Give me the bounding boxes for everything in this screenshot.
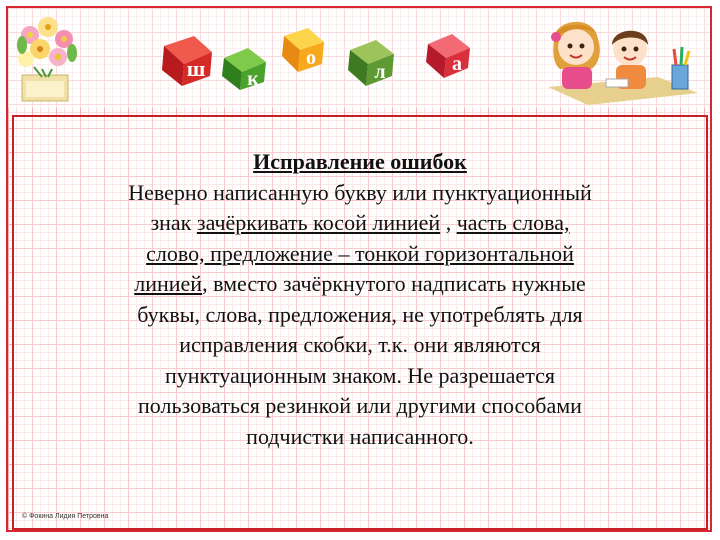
- cube-letter: а: [452, 53, 462, 75]
- text-line: [48, 391, 672, 422]
- text-line: [48, 422, 672, 453]
- slide-title: Исправление ошибок: [253, 149, 467, 174]
- letter-cube-4: [346, 38, 398, 88]
- underlined-phrase: линией: [134, 271, 203, 296]
- cube-letter: о: [306, 47, 316, 69]
- text-segment: знак: [150, 210, 197, 235]
- rules-text: [48, 147, 672, 452]
- cube-letter: ш: [186, 56, 206, 81]
- text-line: [48, 269, 672, 300]
- letter-cube-2: [220, 46, 270, 92]
- author-credit: © Фокина Лидия Петровна: [22, 513, 109, 520]
- letter-cube-1: [160, 32, 216, 88]
- underlined-phrase: слово, предложение – тонкой горизонтальной: [146, 240, 574, 266]
- text-line: [48, 208, 672, 239]
- letter-cube-5: [424, 32, 474, 80]
- text-segment: исправления скобки, т.к. они являются: [179, 332, 541, 357]
- text-segment: пользоваться резинкой или другими способами: [138, 393, 582, 418]
- text-segment: пунктуационным знаком. Не разрешается: [165, 362, 555, 388]
- text-segment: Неверно написанную букву или пунктуационный: [128, 179, 592, 205]
- text-segment: , вместо зачёркнутого надписать нужные: [202, 271, 586, 296]
- children-at-desk-icon: [548, 13, 708, 107]
- text-line: [48, 178, 672, 209]
- text-line: [48, 330, 672, 361]
- text-segment: ,: [440, 210, 457, 235]
- text-segment: подчистки написанного.: [246, 423, 474, 449]
- cube-letter: к: [247, 68, 259, 90]
- text-line: [48, 300, 672, 331]
- letter-cube-3: [278, 26, 328, 76]
- text-segment: буквы, слова, предложения, не употреблять для: [137, 301, 583, 327]
- underlined-phrase: часть слова,: [456, 210, 570, 235]
- underlined-phrase: зачёркивать косой линией: [196, 210, 441, 235]
- text-line: [48, 239, 672, 270]
- flowers-bouquet-icon: [12, 13, 82, 105]
- cube-letter: л: [374, 61, 386, 83]
- rules-body: [48, 178, 672, 453]
- text-line: [48, 361, 672, 392]
